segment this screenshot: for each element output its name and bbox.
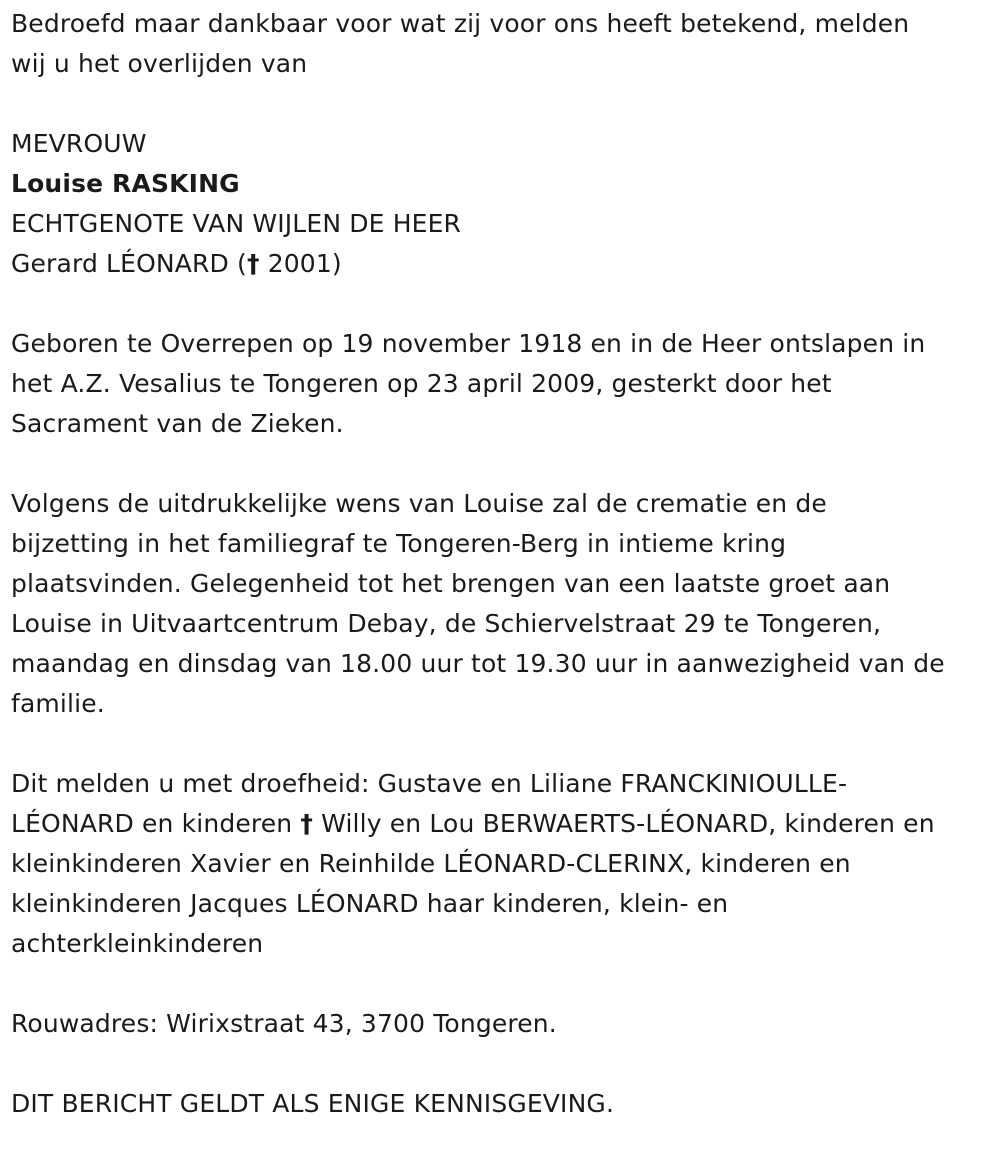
relation-line: ECHTGENOTE VAN WIJLEN DE HEER — [11, 209, 462, 238]
family-line: kleinkinderen Jacques LÉONARD haar kinderen, klein- en — [11, 889, 729, 918]
ceremony-line: Louise in Uitvaartcentrum Debay, de Schiervelstraat 29 te Tongeren, — [11, 609, 882, 638]
obituary-notice — [11, 4, 991, 1164]
closing-paragraph — [11, 1084, 991, 1124]
ceremony-paragraph — [11, 484, 991, 724]
cross-icon: † — [246, 249, 260, 278]
mourning-address: Rouwadres: Wirixstraat 43, 3700 Tongeren. — [11, 1009, 557, 1038]
birth-death-line: Geboren te Overrepen op 19 november 1918 en in de Heer ontslapen in — [11, 329, 926, 358]
spouse-line — [11, 244, 991, 284]
ceremony-line: maandag en dinsdag van 18.00 uur tot 19.30 uur in aanwezigheid van de — [11, 649, 945, 678]
birth-death-line: het A.Z. Vesalius te Tongeren op 23 april 2009, gesterkt door het — [11, 369, 832, 398]
birth-death-line: Sacrament van de Zieken. — [11, 409, 344, 438]
birth-death-paragraph — [11, 324, 991, 444]
honorific: MEVROUW — [11, 129, 147, 158]
ceremony-line: plaatsvinden. Gelegenheid tot het brengen van een laatste groet aan — [11, 569, 891, 598]
intro-paragraph — [11, 4, 991, 84]
ceremony-line: familie. — [11, 689, 105, 718]
deceased-name: Louise RASKING — [11, 169, 240, 198]
cross-icon: † — [300, 809, 314, 838]
family-line: kleinkinderen Xavier en Reinhilde LÉONARD-CLERINX, kinderen en — [11, 849, 851, 878]
spouse-death-year: 2001) — [259, 249, 342, 278]
deceased-block — [11, 124, 991, 284]
intro-line: Bedroefd maar dankbaar voor wat zij voor ons heeft betekend, melden — [11, 9, 910, 38]
ceremony-line: bijzetting in het familiegraf te Tongeren-Berg in intieme kring — [11, 529, 787, 558]
ceremony-line: Volgens de uitdrukkelijke wens van Louise zal de crematie en de — [11, 489, 827, 518]
family-line: achterkleinkinderen — [11, 929, 264, 958]
family-line-start: LÉONARD en kinderen — [11, 809, 301, 838]
family-line-end: Willy en Lou BERWAERTS-LÉONARD, kinderen en — [313, 809, 935, 838]
family-paragraph — [11, 764, 991, 964]
family-line — [11, 804, 991, 844]
family-line: Dit melden u met droefheid: Gustave en Liliane FRANCKINIOULLE- — [11, 769, 848, 798]
intro-line: wij u het overlijden van — [11, 49, 308, 78]
closing-notice: DIT BERICHT GELDT ALS ENIGE KENNISGEVING. — [11, 1089, 615, 1118]
address-paragraph — [11, 1004, 991, 1044]
spouse-name: Gerard LÉONARD ( — [11, 249, 247, 278]
